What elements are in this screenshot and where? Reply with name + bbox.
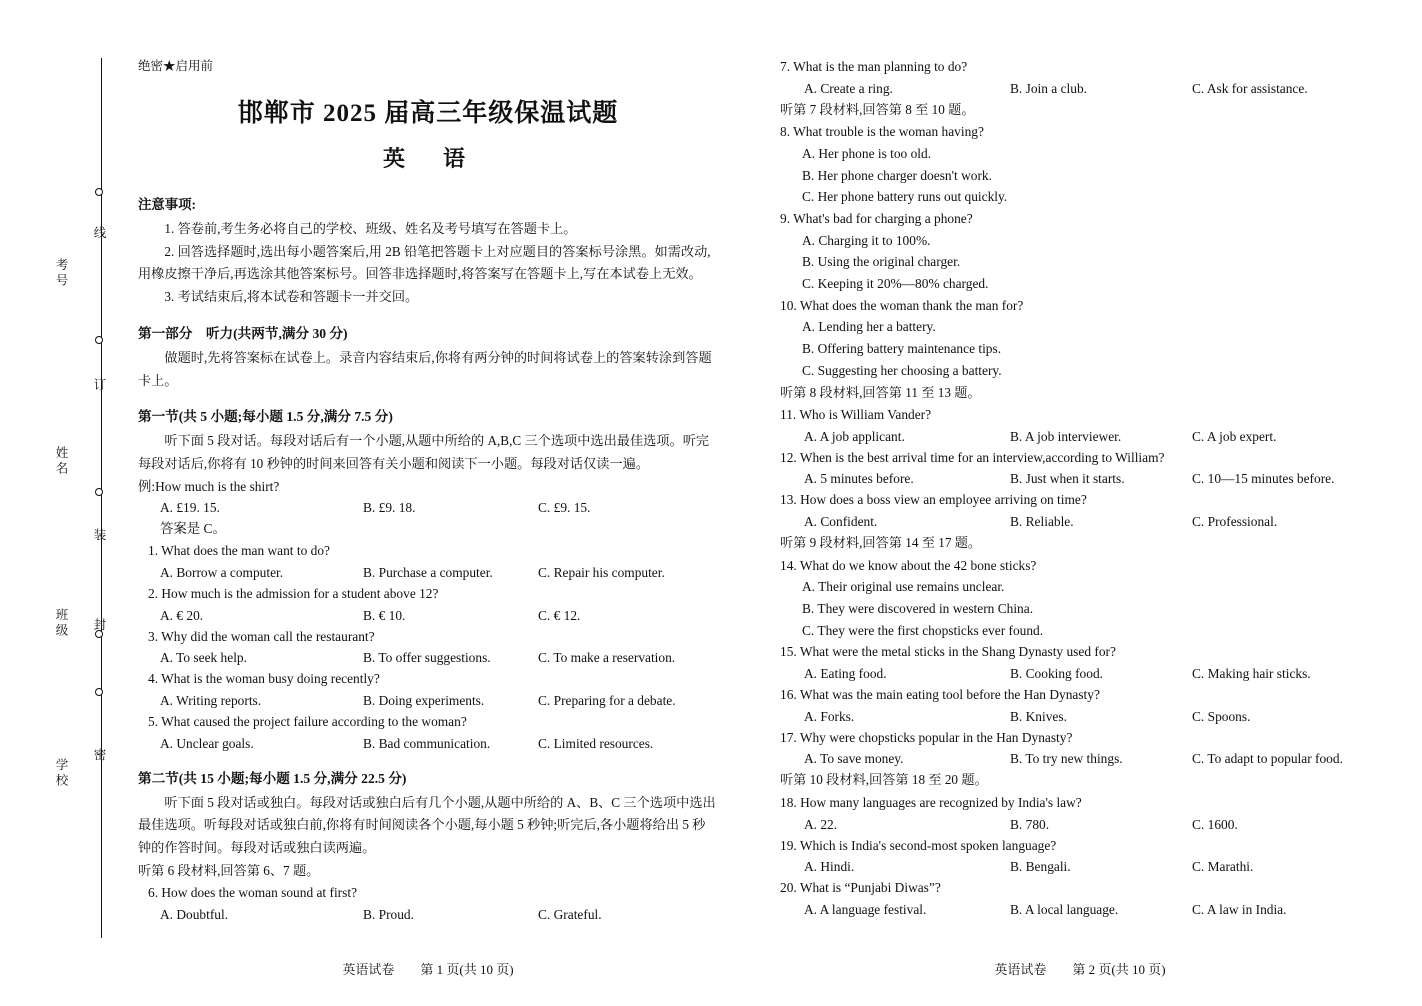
example-answer: 答案是 C。 <box>160 521 226 537</box>
option-10-b[interactable]: B. Offering battery maintenance tips. <box>802 341 1002 357</box>
seal-dash-segment <box>101 208 102 308</box>
option-20-a[interactable]: A. A language festival. <box>804 902 927 918</box>
option-6-b[interactable]: B. Proud. <box>363 906 414 922</box>
footer-left: 英语试卷 第 1 页(共 10 页) <box>342 962 514 977</box>
seal-dash-segment <box>101 653 102 675</box>
question-options-11 <box>780 426 1380 447</box>
question-stem-8: 8. What trouble is the woman having? <box>780 124 984 140</box>
question-stem-1: 1. What does the man want to do? <box>148 543 330 559</box>
material-line-18-20: 听第 10 段材料,回答第 18 至 20 题。 <box>780 772 988 788</box>
option-16-c[interactable]: C. Spoons. <box>1192 708 1251 724</box>
question-options-19 <box>780 856 1380 877</box>
question-stem-4: 4. What is the woman busy doing recently? <box>148 671 380 687</box>
question-stem-3: 3. Why did the woman call the restaurant? <box>148 628 375 644</box>
option-11-c[interactable]: C. A job expert. <box>1192 428 1277 444</box>
option-1-b[interactable]: B. Purchase a computer. <box>363 564 493 580</box>
question-options-1 <box>138 562 718 583</box>
option-12-a[interactable]: A. 5 minutes before. <box>804 471 914 487</box>
seal-word-zhuang: 装 <box>92 528 106 544</box>
secret-notice: 绝密★启用前 <box>138 59 214 73</box>
material-line-14-17: 听第 9 段材料,回答第 14 至 17 题。 <box>780 535 982 551</box>
question-options-4 <box>138 690 718 711</box>
question-stem-9: 9. What's bad for charging a phone? <box>780 210 973 226</box>
question-stem-19: 19. Which is India's second-most spoken language? <box>780 837 1057 853</box>
seal-label-kaohao: 考号 <box>54 258 68 289</box>
option-1-a[interactable]: A. Borrow a computer. <box>160 564 284 580</box>
option-8-c[interactable]: C. Her phone battery runs out quickly. <box>802 189 1008 205</box>
option-18-b[interactable]: B. 780. <box>1010 816 1050 832</box>
material-line-11-13: 听第 8 段材料,回答第 11 至 13 题。 <box>780 384 981 400</box>
question-options-6 <box>138 904 718 925</box>
option-17-a[interactable]: A. To save money. <box>804 751 904 767</box>
option-15-a[interactable]: A. Eating food. <box>804 666 887 682</box>
question-stem-16: 16. What was the main eating tool before the Han Dynasty? <box>780 687 1100 703</box>
seal-label-xuexiao: 学校 <box>54 758 68 789</box>
seal-dash-segment <box>101 358 102 458</box>
option-5-b[interactable]: B. Bad communication. <box>363 735 491 751</box>
question-options-17 <box>780 748 1380 769</box>
option-17-c[interactable]: C. To adapt to popular food. <box>1192 751 1343 767</box>
option-7-b[interactable]: B. Join a club. <box>1010 80 1087 96</box>
option-5-c[interactable]: C. Limited resources. <box>538 735 654 751</box>
question-options-16 <box>780 706 1380 727</box>
option-4-c[interactable]: C. Preparing for a debate. <box>538 692 676 708</box>
example-option-a[interactable]: A. £19. 15. <box>160 500 220 516</box>
seal-word-ding: 订 <box>92 378 106 394</box>
question-options-5 <box>138 733 718 754</box>
subject-title: 英 语 <box>382 145 473 171</box>
example-options <box>138 497 718 518</box>
option-14-c[interactable]: C. They were the first chopsticks ever found. <box>802 622 1044 638</box>
option-2-c[interactable]: C. € 12. <box>538 607 581 623</box>
section-two-heading: 第二节(共 15 小题;每小题 1.5 分,满分 22.5 分) <box>138 770 407 786</box>
option-9-c[interactable]: C. Keeping it 20%—80% charged. <box>802 276 989 292</box>
question-stem-2: 2. How much is the admission for a student above 12? <box>148 585 439 601</box>
option-15-b[interactable]: B. Cooking food. <box>1010 666 1103 682</box>
option-11-a[interactable]: A. A job applicant. <box>804 428 905 444</box>
seal-dash-segment <box>101 510 102 610</box>
question-stem-14: 14. What do we know about the 42 bone sticks? <box>780 557 1037 573</box>
question-options-15 <box>780 663 1380 684</box>
footer-right: 英语试卷 第 2 页(共 10 页) <box>994 962 1166 977</box>
seal-dot <box>95 488 103 496</box>
question-options-7 <box>780 78 1380 99</box>
seal-dot <box>95 336 103 344</box>
option-20-b[interactable]: B. A local language. <box>1010 902 1119 918</box>
option-4-b[interactable]: B. Doing experiments. <box>363 692 485 708</box>
option-20-c[interactable]: C. A law in India. <box>1192 902 1287 918</box>
seal-word-feng: 封 <box>92 618 106 634</box>
section-two-intro: 听下面 5 段对话或独白。每段对话或独白后有几个小题,从题中所给的 A、B、C 三个选项中选出最佳选项。听每段对话或独白前,你将有时间阅读各个小题,每小题 5 秒钟;听完后,各小题将给出 5 秒钟的作答时间。每段对话或独白读两遍。 <box>138 794 716 856</box>
option-19-a[interactable]: A. Hindi. <box>804 859 855 875</box>
option-3-c[interactable]: C. To make a reservation. <box>538 650 676 666</box>
seal-column <box>40 58 106 938</box>
option-19-c[interactable]: C. Marathi. <box>1192 859 1254 875</box>
option-1-c[interactable]: C. Repair his computer. <box>538 564 665 580</box>
question-stem-18: 18. How many languages are recognized by India's law? <box>780 794 1082 810</box>
question-stem-20: 20. What is “Punjabi Diwas”? <box>780 880 941 896</box>
question-options-18 <box>780 814 1380 835</box>
question-options-2 <box>138 605 718 626</box>
option-18-a[interactable]: A. 22. <box>804 816 838 832</box>
option-12-c[interactable]: C. 10—15 minutes before. <box>1192 471 1335 487</box>
option-10-c[interactable]: C. Suggesting her choosing a battery. <box>802 362 1002 378</box>
material-line-6-7: 听第 6 段材料,回答第 6、7 题。 <box>138 862 320 878</box>
page-title: 邯郸市 2025 届高三年级保温试题 <box>237 100 619 128</box>
option-7-c[interactable]: C. Ask for assistance. <box>1192 80 1308 96</box>
seal-label-xingming: 姓名 <box>54 446 68 477</box>
question-stem-7: 7. What is the man planning to do? <box>780 59 968 74</box>
option-12-b[interactable]: B. Just when it starts. <box>1010 471 1125 487</box>
question-stem-12: 12. When is the best arrival time for an interview,according to William? <box>780 449 1165 465</box>
notice-item: 1. 答卷前,考生务必将自己的学校、班级、姓名及考号填写在答题卡上。 <box>164 221 577 237</box>
seal-label-banji: 班级 <box>54 608 68 639</box>
option-16-b[interactable]: B. Knives. <box>1010 708 1067 724</box>
question-stem-15: 15. What were the metal sticks in the Shang Dynasty used for? <box>780 644 1116 660</box>
option-8-a[interactable]: A. Her phone is too old. <box>802 145 932 161</box>
seal-dot <box>95 188 103 196</box>
option-3-a[interactable]: A. To seek help. <box>160 650 247 666</box>
option-3-b[interactable]: B. To offer suggestions. <box>363 650 491 666</box>
option-13-c[interactable]: C. Professional. <box>1192 514 1278 530</box>
notice-heading: 注意事项: <box>138 197 197 213</box>
question-options-20 <box>780 899 1380 920</box>
option-14-b[interactable]: B. They were discovered in western China. <box>802 600 1034 616</box>
option-11-b[interactable]: B. A job interviewer. <box>1010 428 1122 444</box>
option-9-b[interactable]: B. Using the original charger. <box>802 254 961 270</box>
example-option-b[interactable]: B. £9. 18. <box>363 500 416 516</box>
question-options-13 <box>780 511 1380 532</box>
option-5-a[interactable]: A. Unclear goals. <box>160 735 254 751</box>
seal-word-mi: 密 <box>92 748 106 764</box>
seal-word-xian: 线 <box>92 226 106 242</box>
example-stem: 例:How much is the shirt? <box>138 478 280 494</box>
option-14-a[interactable]: A. Their original use remains unclear. <box>802 579 1005 595</box>
option-2-a[interactable]: A. € 20. <box>160 607 204 623</box>
option-9-a[interactable]: A. Charging it to 100%. <box>802 232 931 248</box>
option-6-c[interactable]: C. Grateful. <box>538 906 602 922</box>
page-column-left <box>138 56 718 925</box>
option-8-b[interactable]: B. Her phone charger doesn't work. <box>802 167 992 183</box>
notice-item: 2. 回答选择题时,选出每小题答案后,用 2B 铅笔把答题卡上对应题目的答案标号涂黑。如需改动,用橡皮擦干净后,再选涂其他答案标号。回答非选择题时,将答案写在答题卡上,写在本试卷上无效。 <box>138 243 711 282</box>
material-line-8-10: 听第 7 段材料,回答第 8 至 10 题。 <box>780 101 975 117</box>
option-17-b[interactable]: B. To try new things. <box>1010 751 1123 767</box>
part-one-heading: 第一部分 听力(共两节,满分 30 分) <box>138 325 348 341</box>
option-13-a[interactable]: A. Confident. <box>804 514 878 530</box>
section-one-heading: 第一节(共 5 小题;每小题 1.5 分,满分 7.5 分) <box>138 409 393 425</box>
question-stem-6: 6. How does the woman sound at first? <box>148 885 358 901</box>
question-stem-13: 13. How does a boss view an employee arriving on time? <box>780 492 1087 508</box>
section-one-intro: 听下面 5 段对话。每段对话后有一个小题,从题中所给的 A,B,C 三个选项中选出最佳选项。听完每段对话后,你将有 10 秒钟的时间来回答有关小题和阅读下一小题。每段对话仅读一遍。 <box>138 433 710 472</box>
part-one-intro: 做题时,先将答案标在试卷上。录音内容结束后,你将有两分钟的时间将试卷上的答案转涂到答题卡上。 <box>138 349 712 388</box>
question-stem-17: 17. Why were chopsticks popular in the Han Dynasty? <box>780 729 1073 745</box>
question-stem-5: 5. What caused the project failure according to the woman? <box>148 713 467 729</box>
option-7-a[interactable]: A. Create a ring. <box>804 80 893 96</box>
option-6-a[interactable]: A. Doubtful. <box>160 906 229 922</box>
question-options-12 <box>780 468 1380 489</box>
question-options-3 <box>138 647 718 668</box>
option-19-b[interactable]: B. Bengali. <box>1010 859 1071 875</box>
page-column-right <box>780 56 1380 920</box>
option-18-c[interactable]: C. 1600. <box>1192 816 1238 832</box>
notice-item: 3. 考试结束后,将本试卷和答题卡一并交回。 <box>164 289 419 305</box>
question-stem-11: 11. Who is William Vander? <box>780 407 932 423</box>
option-15-c[interactable]: C. Making hair sticks. <box>1192 666 1311 682</box>
option-13-b[interactable]: B. Reliable. <box>1010 514 1074 530</box>
option-16-a[interactable]: A. Forks. <box>804 708 855 724</box>
option-2-b[interactable]: B. € 10. <box>363 607 406 623</box>
seal-dot <box>95 688 103 696</box>
option-4-a[interactable]: A. Writing reports. <box>160 692 262 708</box>
example-option-c[interactable]: C. £9. 15. <box>538 500 591 516</box>
question-stem-10: 10. What does the woman thank the man for? <box>780 297 1024 313</box>
option-10-a[interactable]: A. Lending her a battery. <box>802 319 936 335</box>
